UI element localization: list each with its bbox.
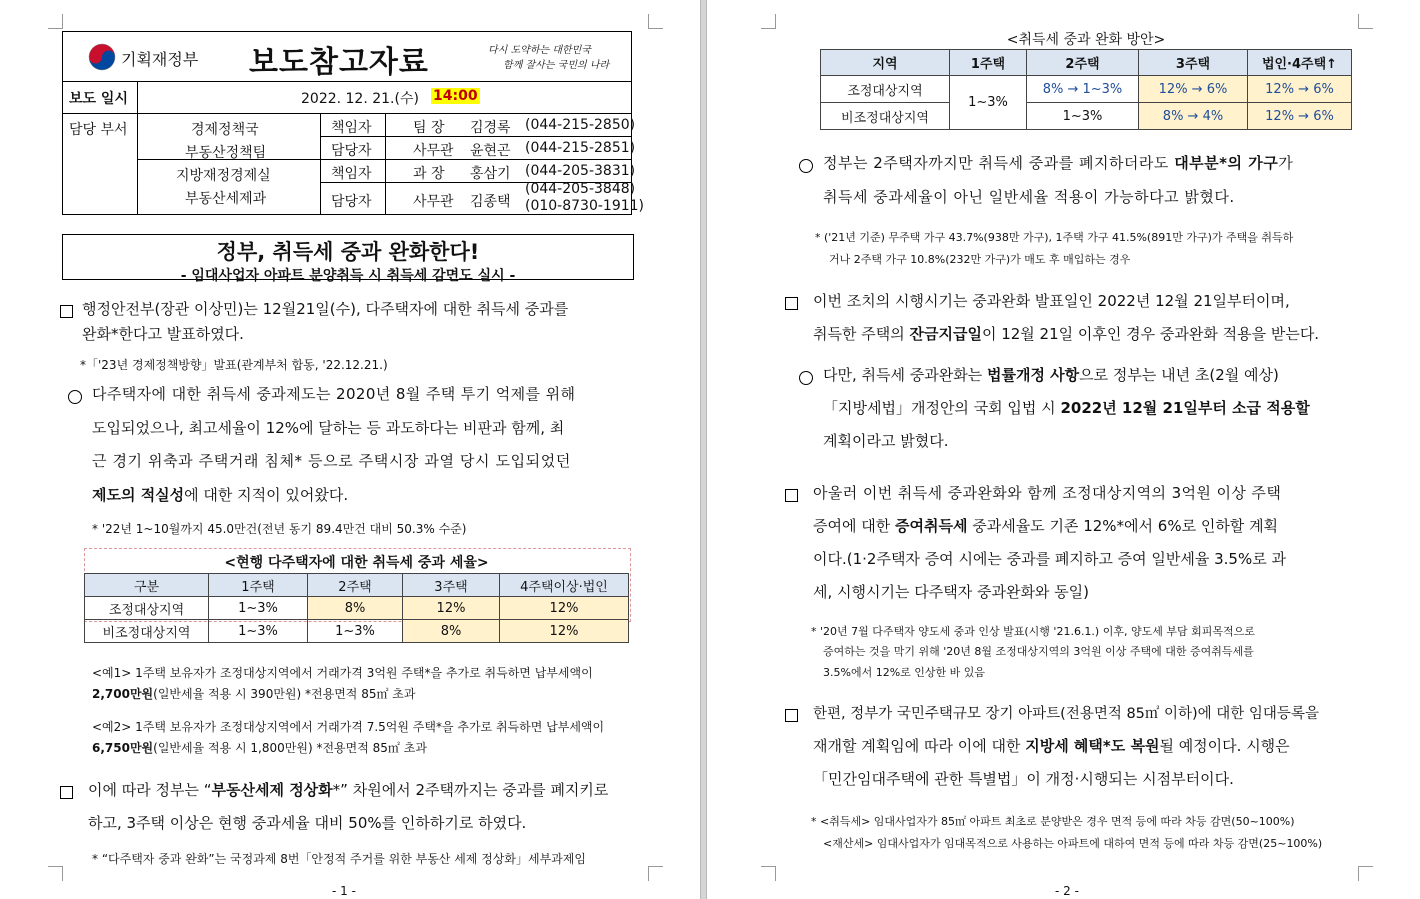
footnote: 거나 2주택 가구 10.8%(232만 가구)가 매도 후 매입하는 경우: [829, 253, 1131, 266]
body-text: 다만, 취득세 중과완화는 법률개정 사항으로 정부는 내년 초(2월 예상): [823, 366, 1279, 384]
body-text: 「민간임대주택에 관한 특별법」이 개정·시행되는 시점부터이다.: [813, 770, 1234, 788]
table-cell: 1~3%: [1027, 103, 1139, 130]
table-header: 법인·4주택↑: [1248, 50, 1352, 76]
table-cell: 12% → 6%: [1248, 103, 1352, 130]
circle-bullet-icon: [68, 386, 82, 405]
body-text: 하고, 3주택 이상은 현행 중과세율 대비 50%를 인하하기로 하였다.: [88, 814, 527, 832]
table-row: [85, 620, 629, 643]
footnote: <재산세> 임대사업자가 임대목적으로 사용하는 아파트에 대하여 면적 등에 따라 차등 감면(25~100%): [823, 837, 1323, 850]
corner-mark: [1358, 14, 1373, 29]
circle-bullet-icon: [799, 367, 813, 386]
table-header: 4주택이상·법인: [500, 574, 629, 597]
contact-title: 팀 장: [413, 120, 445, 136]
press-header-box: [62, 31, 645, 215]
table-cell: 8% → 4%: [1139, 103, 1248, 130]
table-cell: 조정대상지역: [821, 76, 950, 103]
dept1-line2: 부동산정책팀: [185, 145, 267, 161]
release-label: 보도 일시: [69, 91, 128, 107]
body-text: 행정안전부(장관 이상민)는 12월21일(수), 다주택자에 대한 취득세 중과를: [82, 300, 569, 318]
square-bullet-icon: [60, 782, 77, 801]
release-date: 2022. 12. 21.(수): [301, 91, 419, 107]
example-text: 2,700만원(일반세율 적용 시 390만원) *전용면적 85㎡ 초과: [92, 687, 416, 701]
example-text: 6,750만원(일반세율 적용 시 1,800만원) *전용면적 85㎡ 초과: [92, 741, 427, 755]
table-header: 3주택: [403, 574, 500, 597]
table-title: <취득세 중과 완화 방안>: [1006, 32, 1166, 48]
corner-mark: [761, 14, 776, 29]
contact-title: 사무관: [413, 194, 454, 210]
contact-name: 홍삼기: [470, 166, 511, 182]
table-header: 3주택: [1139, 50, 1248, 76]
body-text: 「지방세법」개정안의 국회 입법 시 2022년 12월 21일부터 소급 적용할: [823, 399, 1310, 417]
footnote: * '20년 7월 다주택자 양도세 중과 인상 발표(시행 '21.6.1.) 이후, 양도세 부담 회피목적으로: [811, 625, 1255, 638]
body-text: 아울러 이번 취득세 중과완화와 함께 조정대상지역의 3억원 이상 주택: [813, 484, 1282, 502]
contact-name: 윤현곤: [470, 143, 511, 159]
footnote: 증여하는 것을 막기 위해 '20년 8월 조정대상지역의 3억원 이상 주택에 대한 증여취득세를: [823, 645, 1254, 658]
doc-type-title: 보도참고자료: [249, 45, 429, 80]
ministry-name: 기획재정부: [121, 50, 199, 69]
table-cell: 8%: [308, 597, 403, 620]
body-text: 취득세 중과세율이 아닌 일반세율 적용이 가능하다고 밝혔다.: [823, 188, 1235, 206]
body-text: 계획이라고 밝혔다.: [823, 432, 949, 450]
table-header: 구분: [85, 574, 209, 597]
contact-name: 김경록: [470, 120, 511, 136]
page-divider: [700, 0, 707, 899]
table-header: 2주택: [308, 574, 403, 597]
table-row: [85, 597, 629, 620]
body-text: 이다.(1·2주택자 증여 시에는 중과를 폐지하고 증여 일반세율 3.5%로 과: [813, 550, 1286, 568]
contact-role: 책임자: [331, 166, 372, 182]
contact-role: 책임자: [331, 120, 372, 136]
table-header: 1주택: [950, 50, 1027, 76]
table-cell: 12% → 6%: [1139, 76, 1248, 103]
corner-mark: [1358, 866, 1373, 881]
square-bullet-icon: [785, 705, 802, 724]
page-1: [0, 0, 700, 899]
footnote: * “다주택자 중과 완화”는 국정과제 8번「안정적 주거를 위한 부동산 세제 정상화」세부과제임: [92, 852, 586, 866]
contact-phone-mobile: (010-8730-1911): [525, 198, 645, 214]
body-text: 도입되었으나, 최고세율이 12%에 달하는 등 과도하다는 비판과 함께, 최: [92, 419, 565, 437]
contact-phone: (044-205-3831): [525, 163, 636, 179]
page-number: - 1 -: [332, 884, 356, 898]
body-text: 이번 조치의 시행시기는 중과완화 발표일인 2022년 12월 21일부터이며,: [813, 292, 1290, 310]
table-cell: 비조정대상지역: [821, 103, 950, 130]
corner-mark: [648, 866, 663, 881]
page-number: - 2 -: [1055, 884, 1079, 898]
example-text: <예2> 1주택 보유자가 조정대상지역에서 거래가격 7.5억원 주택*을 추가로 취득하면 납부세액이: [92, 720, 605, 734]
footnote: *「'23년 경제정책방향」발표(관계부처 합동, '22.12.21.): [80, 358, 388, 372]
contact-phone: (044-205-3848): [525, 181, 636, 197]
table-cell: 조정대상지역: [85, 597, 209, 620]
footnote: 3.5%에서 12%로 인상한 바 있음: [823, 666, 986, 679]
contact-phone: (044-215-2851): [525, 140, 636, 156]
contact-name: 김종택: [470, 194, 511, 210]
dept1-line1: 경제정책국: [191, 122, 259, 138]
headline-box: [62, 234, 634, 284]
contact-title: 사무관: [413, 143, 454, 159]
example-text: <예1> 1주택 보유자가 조정대상지역에서 거래가격 3억원 주택*을 추가로 취득하면 납부세액이: [92, 666, 593, 680]
table-cell: 8%: [403, 620, 500, 643]
circle-bullet-icon: [799, 155, 813, 174]
headline: 정부, 취득세 중과 완화한다!: [216, 240, 480, 264]
body-text: 한편, 정부가 국민주택규모 장기 아파트(전용면적 85㎡ 이하)에 대한 임대등록을: [813, 706, 1319, 722]
table-header: 지역: [821, 50, 950, 76]
table-cell: 1~3%: [209, 620, 308, 643]
dept2-line2: 부동산세제과: [185, 191, 267, 207]
table-cell: 12%: [500, 620, 629, 643]
footnote: * ('21년 기준) 무주택 가구 43.7%(938만 가구), 1주택 가구 41.5%(891만 가구)가 주택을 취득하: [815, 231, 1294, 244]
body-text: 완화*한다고 발표하였다.: [82, 325, 244, 343]
contact-role: 담당자: [331, 143, 372, 159]
table-cell: 1~3%: [308, 620, 403, 643]
corner-mark: [761, 866, 776, 881]
table-row: [821, 76, 1352, 103]
table-cell: 12%: [403, 597, 500, 620]
table-row: [821, 103, 1352, 130]
table-title: <현행 다주택자에 대한 취득세 중과 세율>: [224, 555, 489, 571]
body-text: 근 경기 위축과 주택거래 침체* 등으로 주택시장 과열 당시 도입되었던: [92, 452, 571, 470]
contact-phone: (044-215-2850): [525, 117, 636, 133]
slogan-line-1: 다시 도약하는 대한민국: [488, 45, 591, 56]
table-cell: 1~3%: [950, 76, 1027, 130]
table-header: 2주택: [1027, 50, 1139, 76]
page-2: [707, 0, 1420, 899]
subheadline: - 임대사업자 아파트 분양취득 시 취득세 감면도 실시 -: [180, 268, 516, 284]
table-cell: 비조정대상지역: [85, 620, 209, 643]
slogan-line-2: 함께 잘사는 국민의 나라: [503, 60, 610, 71]
square-bullet-icon: [785, 293, 802, 312]
body-text: 정부는 2주택자까지만 취득세 중과를 폐지하더라도 대부분*의 가구가: [823, 154, 1294, 172]
dept-label: 담당 부서: [69, 122, 128, 138]
body-text: 재개할 계획임에 따라 이에 대한 지방세 혜택*도 복원될 예정이다. 시행은: [813, 737, 1290, 755]
table-cell: 12% → 6%: [1248, 76, 1352, 103]
body-text: 세, 시행시기는 다주택자 중과완화와 동일): [813, 583, 1090, 601]
table-cell: 12%: [500, 597, 629, 620]
square-bullet-icon: [60, 301, 77, 320]
footnote: * <취득세> 임대사업자가 85㎡ 아파트 최초로 분양받은 경우 면적 등에 따라 차등 감면(50~100%): [811, 815, 1295, 828]
dept2-line1: 지방재정경제실: [176, 168, 271, 184]
square-bullet-icon: [785, 485, 802, 504]
corner-mark: [48, 866, 63, 881]
table-cell: 1~3%: [209, 597, 308, 620]
table-cell: 8% → 1~3%: [1027, 76, 1139, 103]
body-text: 취득한 주택의 잔금지급일이 12월 21일 이후인 경우 중과완화 적용을 받는다.: [813, 325, 1320, 343]
corner-mark: [48, 14, 63, 29]
relief-plan-table: [820, 49, 1352, 130]
footnote: * '22년 1~10월까지 45.0만건(전년 동기 89.4만건 대비 50.3% 수준): [92, 522, 467, 536]
contact-role: 담당자: [331, 194, 372, 210]
body-text: 증여에 대한 증여취득세 중과세율도 기존 12%*에서 6%로 인하할 계획: [813, 517, 1279, 535]
body-text: 다주택자에 대한 취득세 중과제도는 2020년 8월 주택 투기 억제를 위해: [92, 385, 576, 403]
body-text: 이에 따라 정부는 “부동산세제 정상화*” 차원에서 2주택까지는 중과를 폐지키로: [88, 781, 609, 799]
table-header: 1주택: [209, 574, 308, 597]
body-text: 제도의 적실성에 대한 지적이 있어왔다.: [92, 486, 349, 504]
contact-title: 과 장: [413, 166, 445, 182]
corner-mark: [648, 14, 663, 29]
current-tax-rate-table: [84, 573, 629, 643]
taegeuk-logo-icon: [87, 42, 117, 72]
release-time: 14:00: [433, 88, 478, 104]
